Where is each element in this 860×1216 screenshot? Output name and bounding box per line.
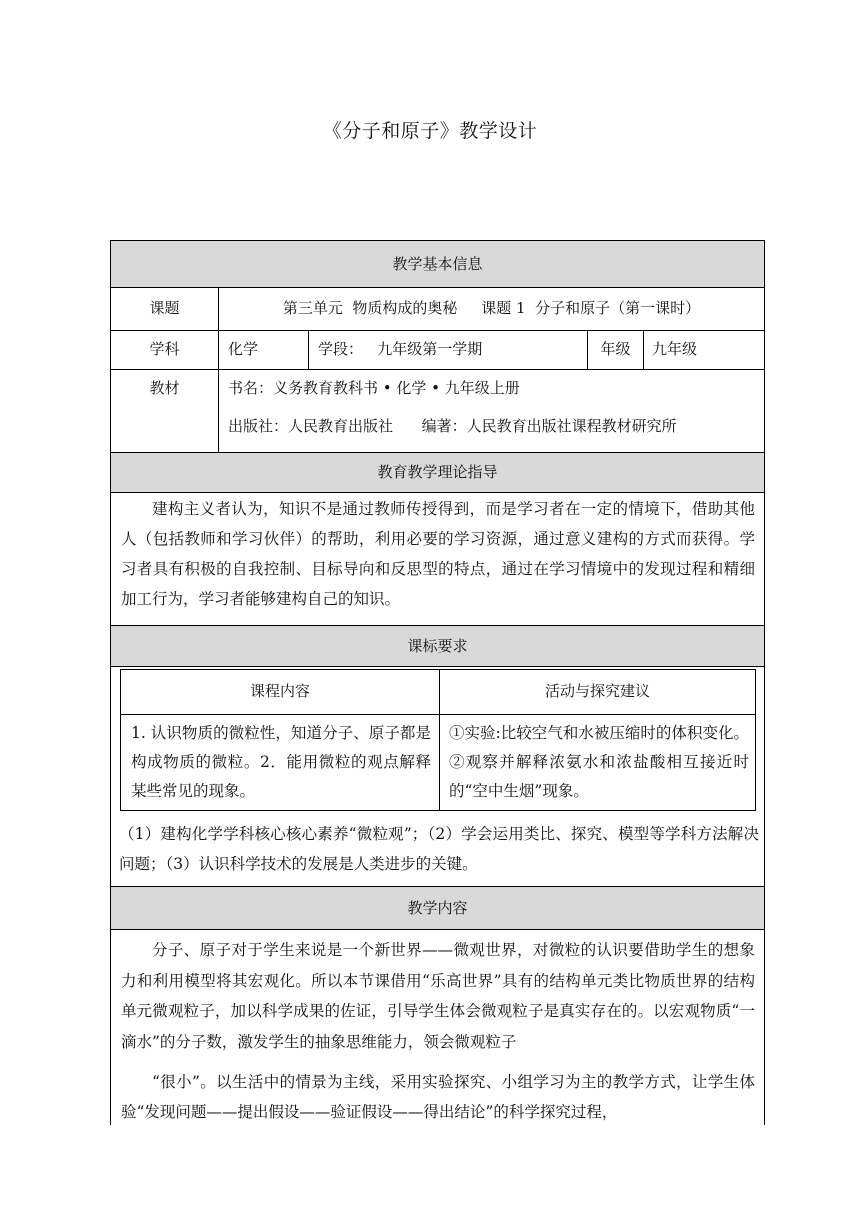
section-header-content <box>111 886 764 930</box>
lesson-design-table <box>110 240 765 1125</box>
section-header-label: 教育教学理论指导 <box>377 463 498 481</box>
page-title: 《分子和原子》教学设计 <box>322 120 538 142</box>
textbook-label: 教材 <box>149 379 180 397</box>
section-header-label: 课标要求 <box>407 637 468 655</box>
content-paragraph-1: 分子、原子对于学生来说是一个新世界——微观世界，对微粒的认识要借助学生的想象力和利用模型将其宏观化。所以本节课借用“乐高世界”具有的结构单元类比物质世界的结构单元微观粒子，加以科学成果的佐证，引导学生体会微观粒子是真实存在的。以宏观物质“一滴水”的分子数，激发学生的抽象思维能力，领会微观粒子 <box>121 941 755 1051</box>
section-header-standards <box>111 625 764 667</box>
content-paragraph-2: “很小”。以生活中的情景为主线，采用实验探究、小组学习为主的教学方式，让学生体验“发现问题——提出假设——验证假设——得出结论”的科学探究过程， <box>121 1073 755 1121</box>
section-header-basic-info <box>111 240 764 288</box>
grade-value: 九年级 <box>652 340 698 358</box>
subject-value: 化学 <box>228 340 259 358</box>
course-content-text: 1. 认识物质的微粒性，知道分子、原子都是构成物质的微粒。2．能用微粒的观点解释某些常见的现象。 <box>131 724 431 800</box>
grade-label: 年级 <box>600 340 631 358</box>
topic-label: 课题 <box>149 299 180 317</box>
textbook-name: 书名：义务教育教科书 • 化学 • 九年级上册 <box>228 379 520 397</box>
textbook-publisher: 出版社：人民教育出版社 编著：人民教育出版社课程教材研究所 <box>228 417 677 435</box>
standards-goals: （1）建构化学学科核心核心素养“微粒观”；（2）学会运用类比、探究、模型等学科方法解决问题；（3）认识科学技术的发展是人类进步的关键。 <box>119 825 759 873</box>
stage-value: 学段： 九年级第一学期 <box>318 340 483 358</box>
section-header-label: 教学内容 <box>407 899 468 917</box>
course-content-header: 课程内容 <box>249 682 310 700</box>
subject-label: 学科 <box>149 340 180 358</box>
activity-header: 活动与探究建议 <box>544 682 650 700</box>
activity-text: ①实验:比较空气和水被压缩时的体积变化。②观察并解释浓氨水和浓盐酸相互接近时的“空中生烟”现象。 <box>449 724 749 800</box>
section-header-theory <box>111 452 764 493</box>
section-header-label: 教学基本信息 <box>392 255 483 273</box>
topic-value: 第三单元 物质构成的奥秘 课题 1 分子和原子（第一课时） <box>282 299 701 317</box>
theory-paragraph: 建构主义者认为，知识不是通过教师传授得到，而是学习者在一定的情境下，借助其他人（包括教师和学习伙伴）的帮助，利用必要的学习资源，通过意义建构的方式而获得。学习者具有积极的自我控制、目标导向和反思型的特点，通过在学习情境中的发现过程和精细加工行为，学习者能够建构自己的知识。 <box>121 500 755 608</box>
standards-subtable <box>120 669 756 811</box>
